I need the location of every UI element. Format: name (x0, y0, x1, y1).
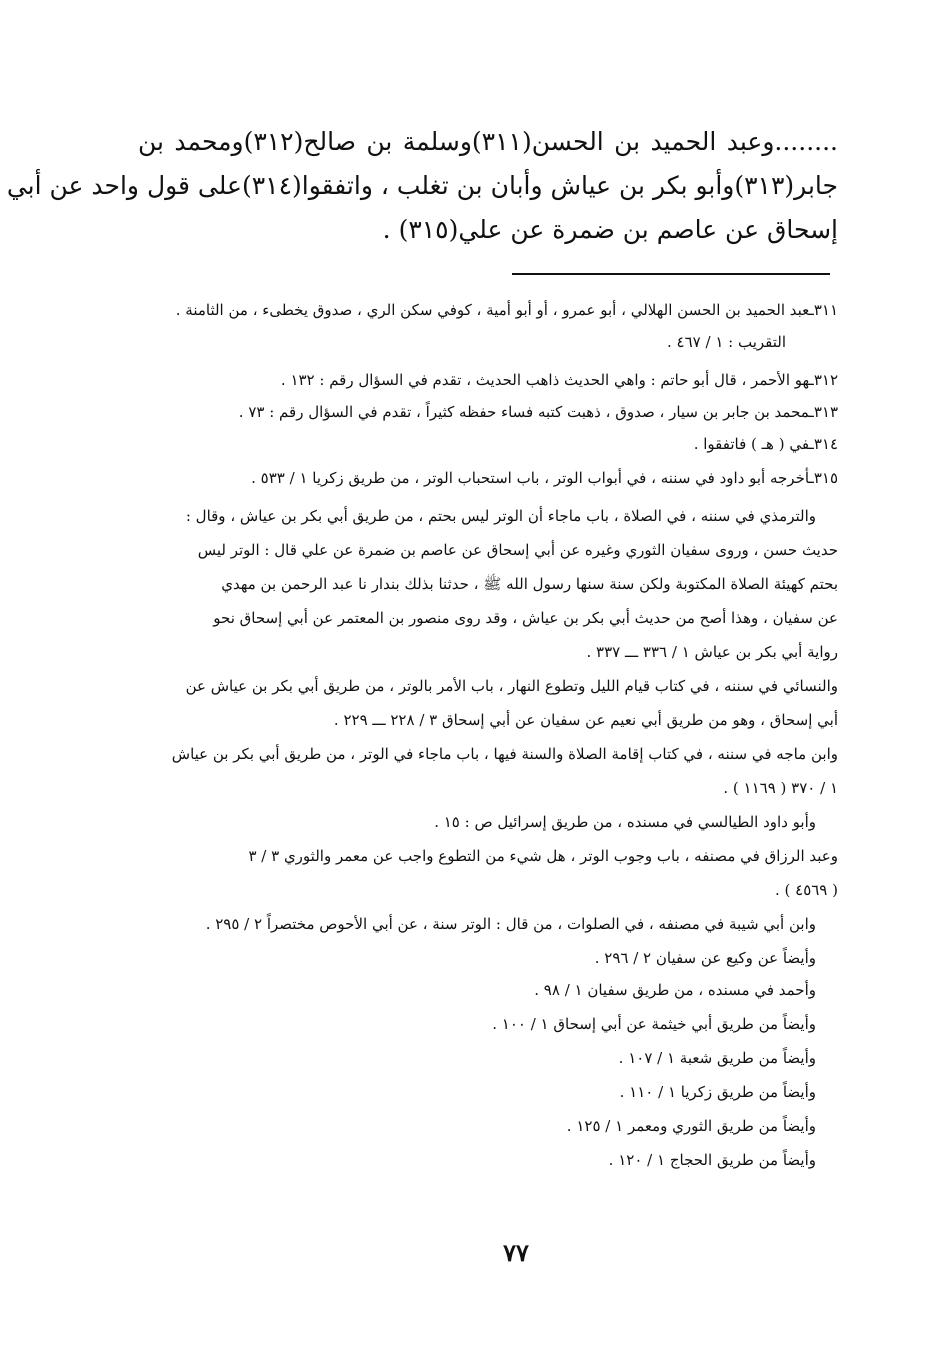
footnote-line: رواية أبي بكر بن عياش ١ / ٣٣٦ ـــ ٣٣٧ . (586, 643, 838, 661)
footnote-line: وأيضاً من طريق أبي خيثمة عن أبي إسحاق ١ / ١٠٠ . (492, 1015, 816, 1033)
footnote-312: ٣١٢ـهو الأحمر ، قال أبو حاتم : واهي الحديث ذاهب الحديث ، تقدم في السؤال رقم : ١٣٢ . (280, 371, 838, 389)
footnote-line: وأيضاً من طريق شعبة ١ / ١٠٧ . (618, 1049, 816, 1067)
footnote-line: عن سفيان ، وهذا أصح من حديث أبي بكر بن عياش ، وقد روى منصور بن المعتمر عن أبي إسحاق نحو (213, 609, 838, 627)
footnote-line: بحتم كهيئة الصلاة المكتوبة ولكن سنة سنها رسول الله ﷺ ، حدثنا بذلك بندار نا عبد الرحمن بن مهدي (221, 575, 838, 593)
footnote-line: حديث حسن ، وروى سفيان الثوري وغيره عن أبي إسحاق عن عاصم بن ضمرة عن علي قال : الوتر ليس (197, 541, 838, 559)
footnote-divider (512, 273, 830, 275)
footnote-line: وعبد الرزاق في مصنفه ، باب وجوب الوتر ، هل شيء من التطوع واجب عن معمر والثوري ٣ / ٣ (248, 847, 838, 865)
footnote-line: وأيضاً من طريق الثوري ومعمر ١ / ١٢٥ . (566, 1117, 816, 1135)
footnote-line: التقريب : ١ / ٤٦٧ . (667, 333, 786, 351)
footnote-line: وأيضاً من طريق زكريا ١ / ١١٠ . (619, 1083, 816, 1101)
footnote-314: ٣١٤ـفي ( هـ ) فاتفقوا . (693, 435, 838, 453)
footnote-line: وابن أبي شيبة في مصنفه ، في الصلوات ، من قال : الوتر سنة ، عن أبي الأحوص مختصراً ٢ / ٢٩٥ . (205, 915, 816, 933)
footnote-line: والنسائي في سننه ، في كتاب قيام الليل وتطوع النهار ، باب الأمر بالوتر ، من طريق أبي بكر بن عياش عن (185, 677, 838, 695)
footnote-line: وأيضاً من طريق الحجاج ١ / ١٢٠ . (608, 1151, 816, 1169)
footnote-line: وأيضاً عن وكيع عن سفيان ٢ / ٢٩٦ . (594, 949, 816, 967)
main-text-line: إسحاق عن عاصم بن ضمرة عن علي(٣١٥) . (382, 215, 838, 244)
footnote-line: أبي إسحاق ، وهو من طريق أبي نعيم عن سفيان عن أبي إسحاق ٣ / ٢٢٨ ـــ ٢٢٩ . (333, 711, 838, 729)
footnote-line: وابن ماجه في سننه ، في كتاب إقامة الصلاة والسنة فيها ، باب ماجاء في الوتر ، من طريق أبي بكر بن عياش (171, 745, 838, 763)
footnote-line: وأبو داود الطيالسي في مسنده ، من طريق إسرائيل ص : ١٥ . (434, 813, 816, 831)
footnote-line: ( ٤٥٦٩ ) . (774, 881, 838, 899)
footnote-line: ١ / ٣٧٠ ( ١١٦٩ ) . (723, 779, 838, 797)
footnote-313: ٣١٣ـمحمد بن جابر بن سيار ، صدوق ، ذهبت كتبه فساء حفظه كثيراً ، تقدم في السؤال رقم : ٧٣ . (238, 403, 838, 421)
footnote-line: وأحمد في مسنده ، من طريق سفيان ١ / ٩٨ . (534, 981, 816, 999)
main-text-line: ........وعبد الحميد بن الحسن(٣١١)وسلمة بن صالح(٣١٢)ومحمد بن (138, 127, 838, 156)
main-text-line: جابر(٣١٣)وأبو بكر بن عياش وأبان بن تغلب ، واتفقوا(٣١٤)على قول واحد عن أبي (6, 171, 838, 200)
footnote-311: ٣١١ـعبد الحميد بن الحسن الهلالي ، أبو عمرو ، أو أبو أمية ، كوفي سكن الري ، صدوق يخطىء ، من الثامنة . (175, 301, 838, 319)
footnote-line: والترمذي في سننه ، في الصلاة ، باب ماجاء أن الوتر ليس بحتم ، من طريق أبي بكر بن عياش ، وقال : (185, 507, 816, 525)
page-number: ٧٧ (503, 1238, 529, 1267)
main-text (6, 120, 838, 252)
footnote-315: ٣١٥ـأخرجه أبو داود في سننه ، في أبواب الوتر ، باب استحباب الوتر ، من طريق زكريا ١ / ٥٣٣ . (251, 469, 838, 487)
